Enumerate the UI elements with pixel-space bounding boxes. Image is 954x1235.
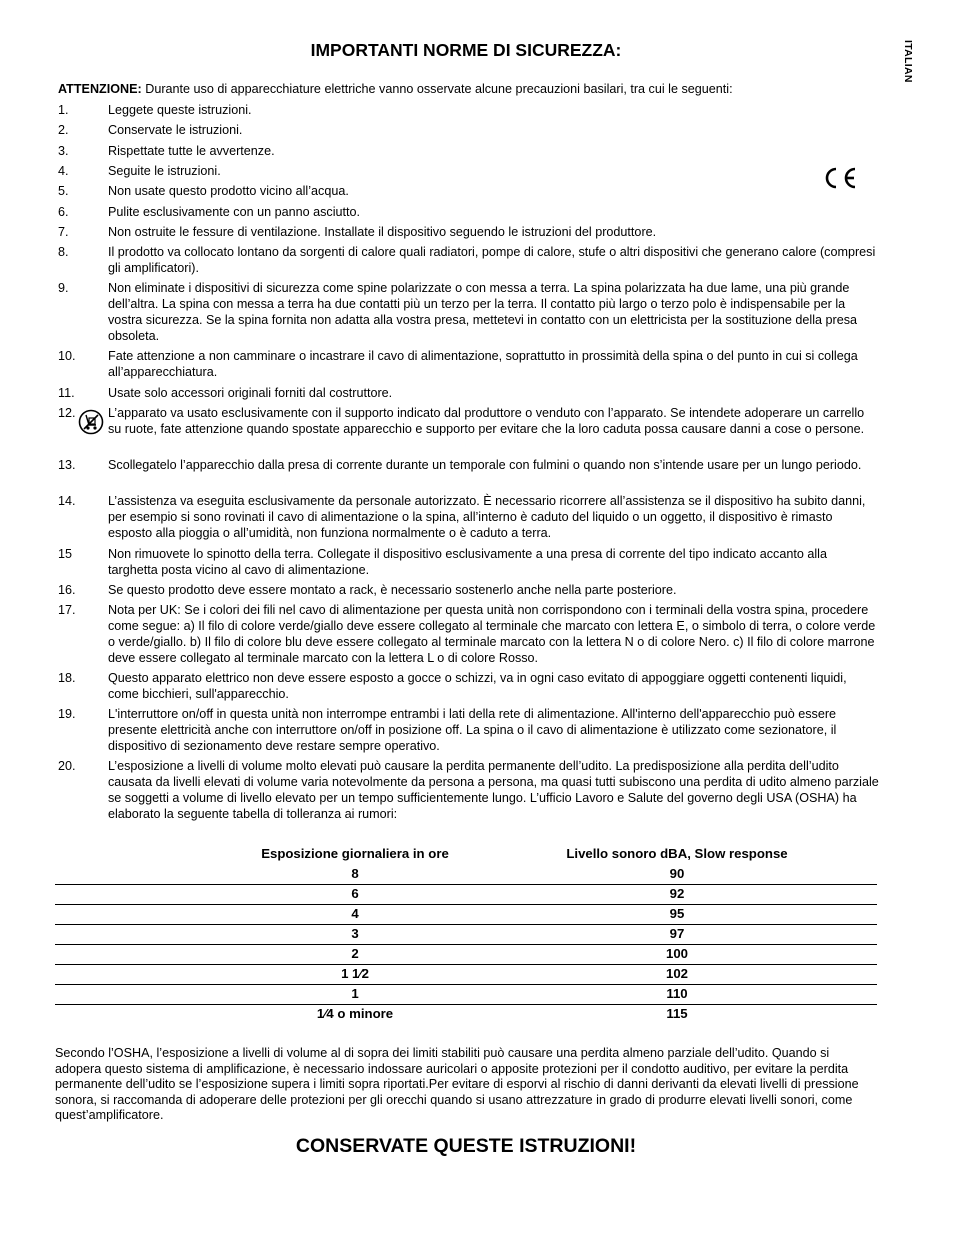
item-number: 20. (58, 759, 76, 773)
item-number: 15 (58, 547, 73, 561)
item-number: 17. (58, 603, 76, 617)
item-number: 9. (58, 281, 69, 295)
item-number: 1. (58, 103, 69, 117)
item-number: 19. (58, 707, 76, 721)
item-text: Scollegatelo l’apparecchio dalla presa di corrente durante un temporale con fulmini o quando non s’intende usare per un lungo periodo. (108, 458, 862, 472)
intro-label: ATTENZIONE: (58, 82, 142, 96)
table-cell: 2 (351, 946, 359, 961)
table-cell: 115 (666, 1006, 688, 1021)
item-text: Se questo prodotto deve essere montato a rack, è necessario sostenerlo anche nella parte posteriore. (108, 583, 677, 597)
cart-warning-icon (78, 409, 104, 435)
table-row (55, 1004, 877, 1024)
item-number: 10. (58, 349, 76, 363)
table-cell: 92 (669, 886, 685, 901)
table-cell: 1⁄4 o minore (316, 1006, 394, 1021)
item-number: 5. (58, 184, 69, 198)
closing-paragraph: Secondo l’OSHA, l’esposizione a livelli di volume al di sopra dei limiti stabiliti può causare una perdita almeno parziale dell’udito. Quando si adopera questo sistema di amplificazione, è necessario indossare auricolari o apposite protezioni per il condotto auditivo, per evitare la perdita permanente dell’udito se l’esposizione supera i limiti sopra riportati.Per evitare di esporvi al rischio di danni derivanti da elevati livelli di pressione sonora, si raccomanda di adoperare delle protezioni per gli orecchi quando si usano attrezzature in grado di produrre elevati livelli sonori, come quest’amplificatore. (55, 1046, 859, 1123)
item-text: Leggete queste istruzioni. (108, 103, 252, 117)
item-text: L’apparato va usato esclusivamente con il supporto indicato dal produttore o venduto con l’apparato. Se intendete adoperare un carrello su ruote, fate attenzione quando spostate apparecchio e supporto per evitare che la loro caduta possa causare danni a cose o persone. (108, 406, 865, 436)
item-text: Non ostruite le fessure di ventilazione. Installate il dispositivo seguendo le istruzioni del produttore. (108, 225, 657, 239)
item-text: Il prodotto va collocato lontano da sorgenti di calore quali radiatori, pompe di calore, stufe o altri dispositivi che generano calore (compresi gli amplificatori). (108, 245, 876, 275)
table-row (55, 904, 877, 925)
item-number: 14. (58, 494, 76, 508)
item-text: L’assistenza va eseguita esclusivamente da personale autorizzato. È necessario ricorrere all’assistenza se il dispositivo ha subito danni, per esempio si sono rovinati il cavo di alimentazione o la spina, all’interno è caduto del liquido o un oggetto, il dispositivo è rimasto esposto alla pioggia o all’umidità, non funziona normalmente o è caduto a terra. (108, 494, 866, 540)
table-row (55, 944, 877, 965)
table-header-level: Livello sonoro dBA, Slow response (566, 846, 788, 861)
item-number: 4. (58, 164, 69, 178)
table-cell: 3 (351, 926, 359, 941)
item-text: Nota per UK: Se i colori dei fili nel cavo di alimentazione per questa unità non corrispondono con i terminali della vostra spina, procedere come segue: a) Il filo di colore verde/giallo deve essere collegato al terminale che marcato con lettera E, o simbolo di terra, o colore verde o verde/giallo. b) Il filo di colore blu deve essere collegato al terminale marcato con la lettera N o di colore Nero. c) Il filo di colore marrone deve essere collegato al terminale marcato con la lettera L o di colore Rosso. (108, 603, 876, 665)
table-cell: 4 (351, 906, 359, 921)
table-row (55, 924, 877, 945)
table-cell: 6 (351, 886, 359, 901)
page-title: IMPORTANTI NORME DI SICUREZZA: (310, 40, 622, 60)
table-row (55, 964, 877, 985)
table-row (55, 864, 877, 885)
table-cell: 97 (669, 926, 685, 941)
item-number: 11. (58, 386, 75, 400)
item-number: 16. (58, 583, 76, 597)
item-text: L'interruttore on/off in questa unità non interrompe entrambi i lati della rete di alimentazione. All'interno dell'apparecchio può essere presente elettricità anche con interruttore on/off in posizione off. La spina o il cavo di alimentazione è utilizzato come sezionatore, il dispositivo di sezionamento deve restare sempre operativo. (108, 707, 837, 753)
table-cell: 95 (669, 906, 685, 921)
table-header-exposure: Esposizione giornaliera in ore (261, 846, 449, 861)
intro-paragraph (58, 82, 878, 97)
item-text: L’esposizione a livelli di volume molto elevati può causare la perdita permanente dell’udito. La predisposizione alla perdita dell’udito causata da livelli elevati di volume varia notevolmente da persona a persona, ma quasi tutti subiscono una perdita di udito almeno parziale se soggetti a volume di livello elevato per un tempo sufficientemente lungo. L’ufficio Lavoro e Salute del governo degli USA (OSHA) ha elaborato la seguente tabella di tolleranza ai rumori: (108, 759, 879, 821)
item-text: Non usate questo prodotto vicino all’acqua. (108, 184, 349, 198)
item-number: 12. (58, 406, 76, 420)
table-cell: 102 (665, 966, 688, 981)
intro-text: Durante uso di apparecchiature elettriche vanno osservate alcune precauzioni basilari, tra cui le seguenti: (141, 82, 733, 96)
item-text: Fate attenzione a non camminare o incastrare il cavo di alimentazione, soprattutto in prossimità della spina o del punto in cui si collega all’apparecchiatura. (108, 349, 858, 379)
item-number: 7. (58, 225, 69, 239)
table-cell: 100 (665, 946, 688, 961)
table-cell: 1 1⁄2 (341, 966, 369, 981)
item-number: 2. (58, 123, 69, 137)
item-number: 8. (58, 245, 69, 259)
item-text: Seguite le istruzioni. (108, 164, 221, 178)
item-number: 3. (58, 144, 69, 158)
item-number: 18. (58, 671, 76, 685)
table-cell: 90 (669, 866, 685, 881)
item-text: Non eliminate i dispositivi di sicurezza come spine polarizzate o con messa a terra. La spina polarizzata ha due lame, una più grande dell’altra. La spina con messa a terra ha due contatti più un terzo per la terra. Il contatto più largo o terzo polo è indispensabile per la vostra sicurezza. Se la spina fornita non adatta alla vostra presa, mettetevi in contatto con un elettricista per la sostituzione della presa obsoleta. (108, 281, 858, 343)
table-cell: 110 (666, 986, 688, 1001)
item-text: Usate solo accessori originali forniti dal costruttore. (108, 386, 393, 400)
footer-title: CONSERVATE QUESTE ISTRUZIONI! (295, 1135, 637, 1157)
language-label: ITALIAN (902, 40, 914, 83)
table-row (55, 884, 877, 905)
item-text: Questo apparato elettrico non deve essere esposto a gocce o schizzi, va in ogni caso evitato di appoggiare oggetti contenenti liquidi, come bicchieri, sull'apparecchio. (108, 671, 847, 701)
item-number: 6. (58, 205, 69, 219)
table-row (55, 984, 877, 1005)
item-text: Pulite esclusivamente con un panno asciutto. (108, 205, 361, 219)
item-number: 13. (58, 458, 76, 472)
item-text: Non rimuovete lo spinotto della terra. Collegate il dispositivo esclusivamente a una presa di corrente del tipo indicato accanto alla targhetta posta vicino al cavo di alimentazione. (108, 547, 827, 577)
table-cell: 8 (351, 866, 359, 881)
item-text: Rispettate tutte le avvertenze. (108, 144, 275, 158)
item-text: Conservate le istruzioni. (108, 123, 243, 137)
table-cell: 1 (351, 986, 359, 1001)
